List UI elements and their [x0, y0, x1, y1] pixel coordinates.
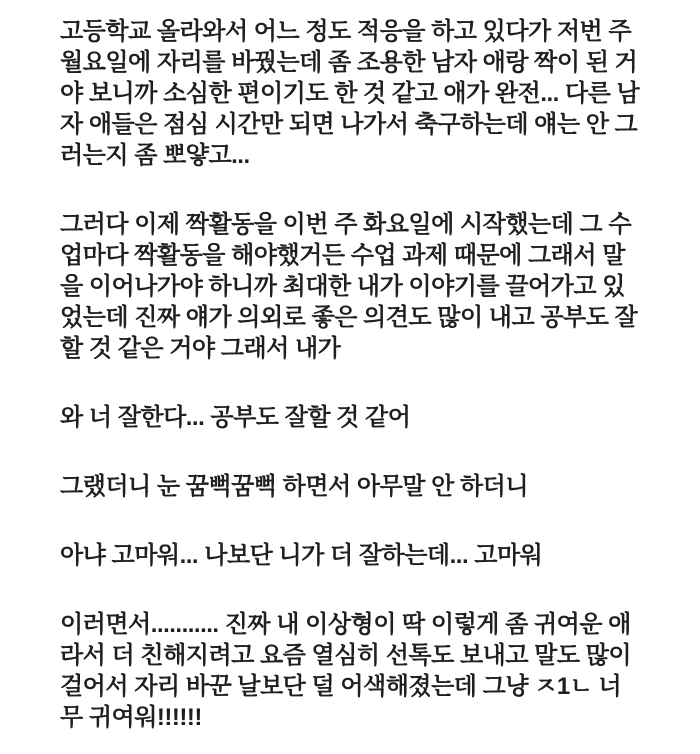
paragraph-intro-seatmate: 고등학교 올라와서 어느 정도 적응을 하고 있다가 저번 주 월요일에 자리를 바꿨는데 좀 조용한 남자 애랑 짝이 된 거야 보니까 소심한 편이기도 한 것 같고 애가 완전... 다른 남자 애들은 점심 시간만 되면 나가서 축구하는데 얘는 안 그러는지 좀 뽀얗고... — [60, 18, 640, 169]
paragraph-conclusion: 이러면서........... 진짜 내 이상형이 딱 이렇게 좀 귀여운 애라서 더 친해지려고 요즘 열심히 선톡도 보내고 말도 많이 걸어서 자리 바꾼 날보단 덜 어색해졌는데 그냥 ㅈ1ㄴ 너무 귀여워!!!!!! — [60, 611, 632, 731]
paragraph-pair-activity: 그러다 이제 짝활동을 이번 주 화요일에 시작했는데 그 수업마다 짝활동을 해야했거든 수업 과제 때문에 그래서 말을 이어나가야 하니까 최대한 내가 이야기를 끌어가고 있었는데 진짜 얘가 의외로 좋은 의견도 많이 내고 공부도 잘할 것 같은 거야 그래서 내가 — [60, 211, 638, 362]
paragraph-quote-reply: 아냐 고마워... 나보단 니가 더 잘하는데... 고마워 — [60, 542, 543, 569]
paragraph-his-reaction: 그랬더니 눈 꿈뻑꿈뻑 하면서 아무말 안 하더니 — [60, 473, 529, 500]
paragraph-quote-compliment: 와 너 잘한다... 공부도 잘할 것 같어 — [60, 404, 411, 431]
post-body — [60, 16, 642, 733]
